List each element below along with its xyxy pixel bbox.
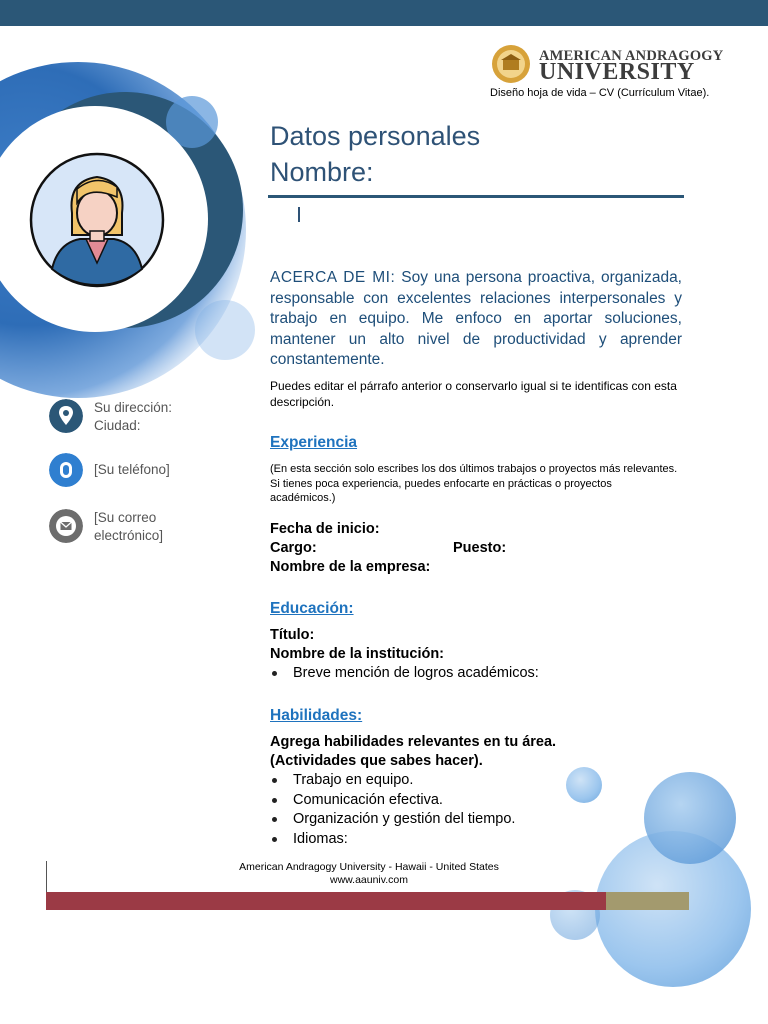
about-note: Puedes editar el párrafo anterior o conservarlo igual si te identificas con esta descripción. [270, 379, 677, 409]
footer-text [230, 861, 508, 886]
phone-label: [Su teléfono] [94, 462, 170, 477]
about-text: Soy una persona proactiva, organizada, responsable con excelentes relaciones interpersonales y trabajo en equipo. Me enfoco en aportar soluciones, mantener un alto nivel de productividad y aprender constantemente. [270, 269, 682, 368]
footer-address: American Andragogy University - Hawaii - United States [239, 861, 499, 873]
avatar-icon [28, 151, 166, 289]
logo-line1: AMERICAN ANDRAGOGY [539, 48, 724, 64]
experience-note: (En esta sección solo escribes los dos últimos trabajos o proyectos más relevantes. Si tienes poca experiencia, puedes enfocarte en prácticas o proyectos académicos.) [270, 463, 678, 504]
title-line1: Datos personales [270, 121, 481, 151]
about-label: ACERCA DE MI: [270, 269, 396, 286]
experience-fields[interactable] [270, 520, 507, 577]
degree-label: Título: [270, 627, 315, 643]
bottom-right-bubbles [550, 767, 751, 987]
skills-intro-line1: Agrega habilidades relevantes en tu área. [270, 734, 557, 750]
name-label[interactable]: Nombre: [270, 157, 374, 187]
email-icon [49, 509, 83, 543]
logo-line2: UNIVERSITY [539, 59, 695, 85]
company-label: Nombre de la empresa: [270, 559, 431, 575]
skills-heading: Habilidades: [270, 707, 363, 724]
puesto-label: Puesto: [453, 540, 507, 556]
education-fields[interactable] [270, 626, 444, 664]
skills-intro[interactable] [270, 733, 556, 771]
email-label-line2: electrónico] [94, 528, 164, 543]
text-cursor [298, 207, 300, 222]
skills-intro-line2: (Actividades que sabes hacer). [270, 753, 483, 769]
city-label: Ciudad: [94, 418, 141, 433]
list-item: Idiomas: [270, 830, 515, 850]
phone-icon [49, 453, 83, 487]
top-banner [0, 0, 768, 26]
institution-label: Nombre de la institución: [270, 646, 445, 662]
education-list [270, 664, 539, 684]
address-label: Su dirección: [94, 400, 173, 415]
footer-bar-red [46, 892, 606, 910]
list-item: Comunicación efectiva. [270, 791, 515, 811]
footer-bar-tan [606, 892, 689, 910]
list-item: Trabajo en equipo. [270, 771, 515, 791]
experience-heading: Experiencia [270, 434, 358, 451]
university-logo [489, 42, 724, 90]
contact-email[interactable] [94, 509, 163, 545]
contact-phone[interactable] [94, 461, 170, 479]
education-heading: Educación: [270, 600, 354, 617]
list-item: Organización y gestión del tiempo. [270, 810, 515, 830]
about-paragraph[interactable] [270, 268, 682, 371]
email-label-line1: [Su correo [94, 510, 157, 525]
start-date-label: Fecha de inicio: [270, 521, 380, 537]
footer-website[interactable]: www.aauniv.com [329, 873, 408, 886]
contact-address[interactable] [94, 399, 172, 435]
location-pin-icon [49, 399, 83, 433]
title-divider [268, 195, 684, 198]
cargo-label: Cargo: [270, 540, 317, 556]
list-item: Breve mención de logros académicos: [270, 664, 539, 684]
document-caption: Diseño hoja de vida – CV (Currículum Vitae). [490, 87, 710, 99]
university-seal-icon [491, 44, 531, 84]
skills-list [270, 771, 515, 849]
page-title [270, 118, 480, 190]
